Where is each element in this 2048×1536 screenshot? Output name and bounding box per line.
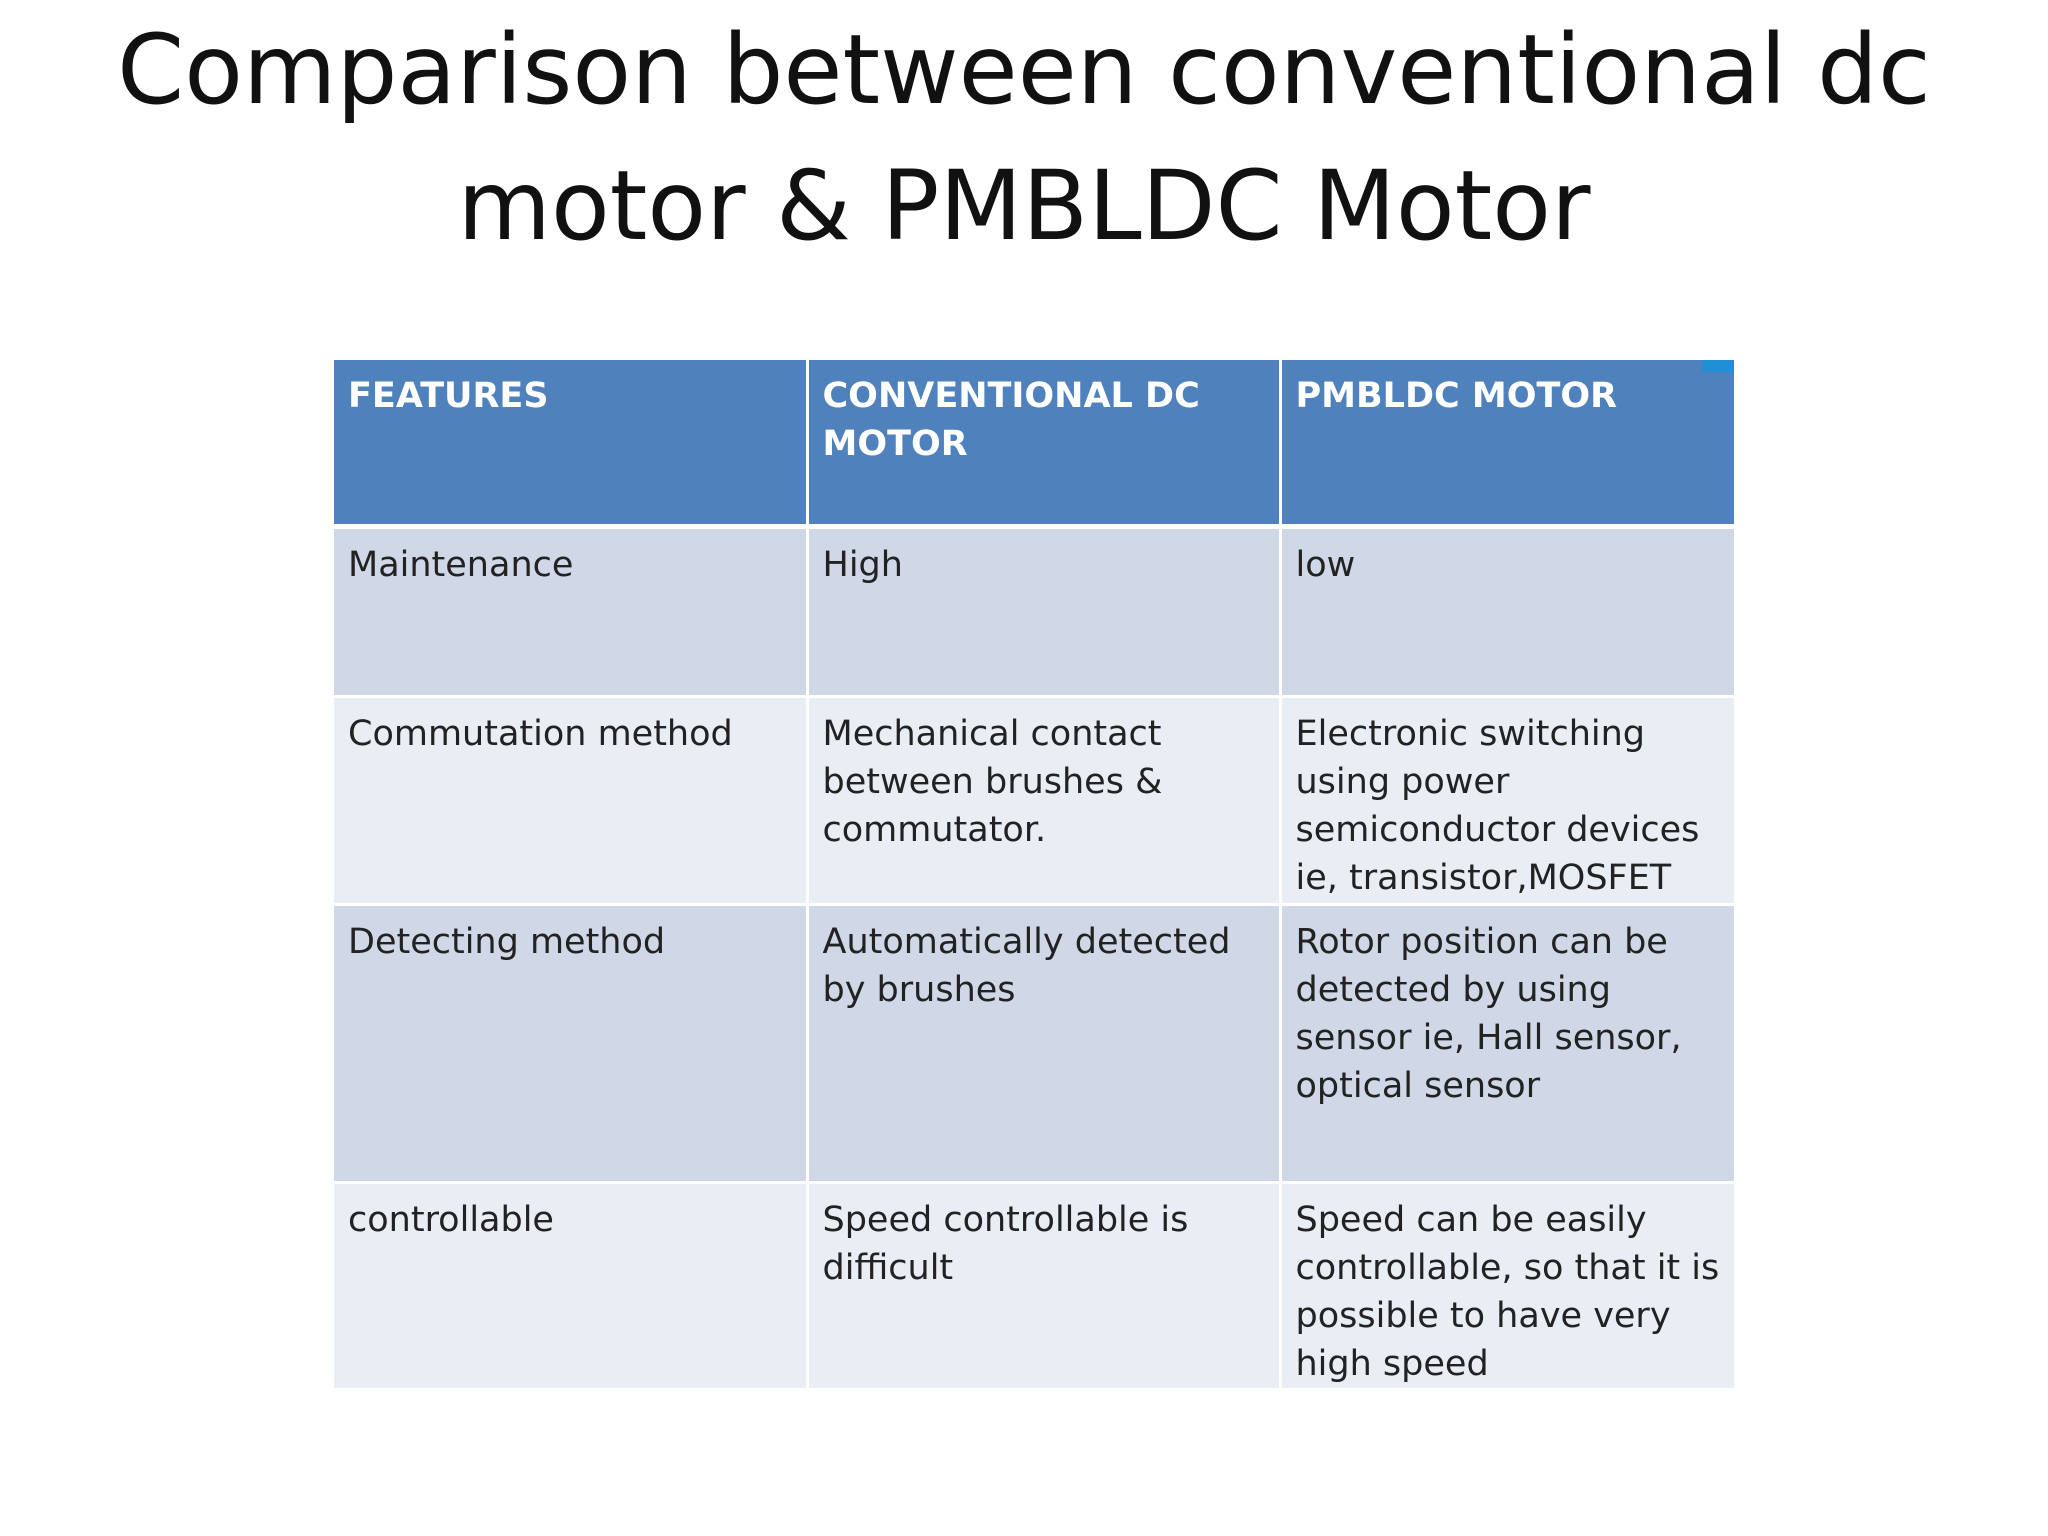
- table-cell-pmbldc: Speed can be easily controllable, so that it is possible to have very high speed: [1280, 1182, 1734, 1389]
- table-row: [334, 526, 1734, 696]
- table-cell-feature: Maintenance: [334, 526, 807, 696]
- header-pmbldc-motor: PMBLDC MOTOR: [1280, 360, 1734, 526]
- table-cell-conventional: High: [807, 526, 1280, 696]
- table-cell-conventional: Automatically detected by brushes: [807, 904, 1280, 1182]
- table-row: [334, 696, 1734, 904]
- table-cell-conventional: Speed controllable is difficult: [807, 1182, 1280, 1389]
- table-row: [334, 904, 1734, 1182]
- table-cell-feature: controllable: [334, 1182, 807, 1389]
- table-row: [334, 1182, 1734, 1389]
- table-cell-feature: Detecting method: [334, 904, 807, 1182]
- table-cell-feature: Commutation method: [334, 696, 807, 904]
- table-cell-pmbldc: Electronic switching using power semiconductor devices ie, transistor,MOSFET: [1280, 696, 1734, 904]
- header-conventional-dc-motor: CONVENTIONAL DC MOTOR: [807, 360, 1280, 526]
- table-cell-pmbldc: Rotor position can be detected by using sensor ie, Hall sensor, optical sensor: [1280, 904, 1734, 1182]
- slide-title-line-1: Comparison between conventional dc: [117, 14, 1931, 126]
- header-features: FEATURES: [334, 360, 807, 526]
- table-cell-pmbldc: low: [1280, 526, 1734, 696]
- table-header-row: [334, 360, 1734, 526]
- table-cell-conventional: Mechanical contact between brushes & commutator.: [807, 696, 1280, 904]
- comparison-table: [334, 360, 1734, 1391]
- slide-title-line-2: motor & PMBLDC Motor: [457, 150, 1591, 262]
- slide-title: [0, 0, 2048, 274]
- corner-accent-mark: [1702, 360, 1734, 372]
